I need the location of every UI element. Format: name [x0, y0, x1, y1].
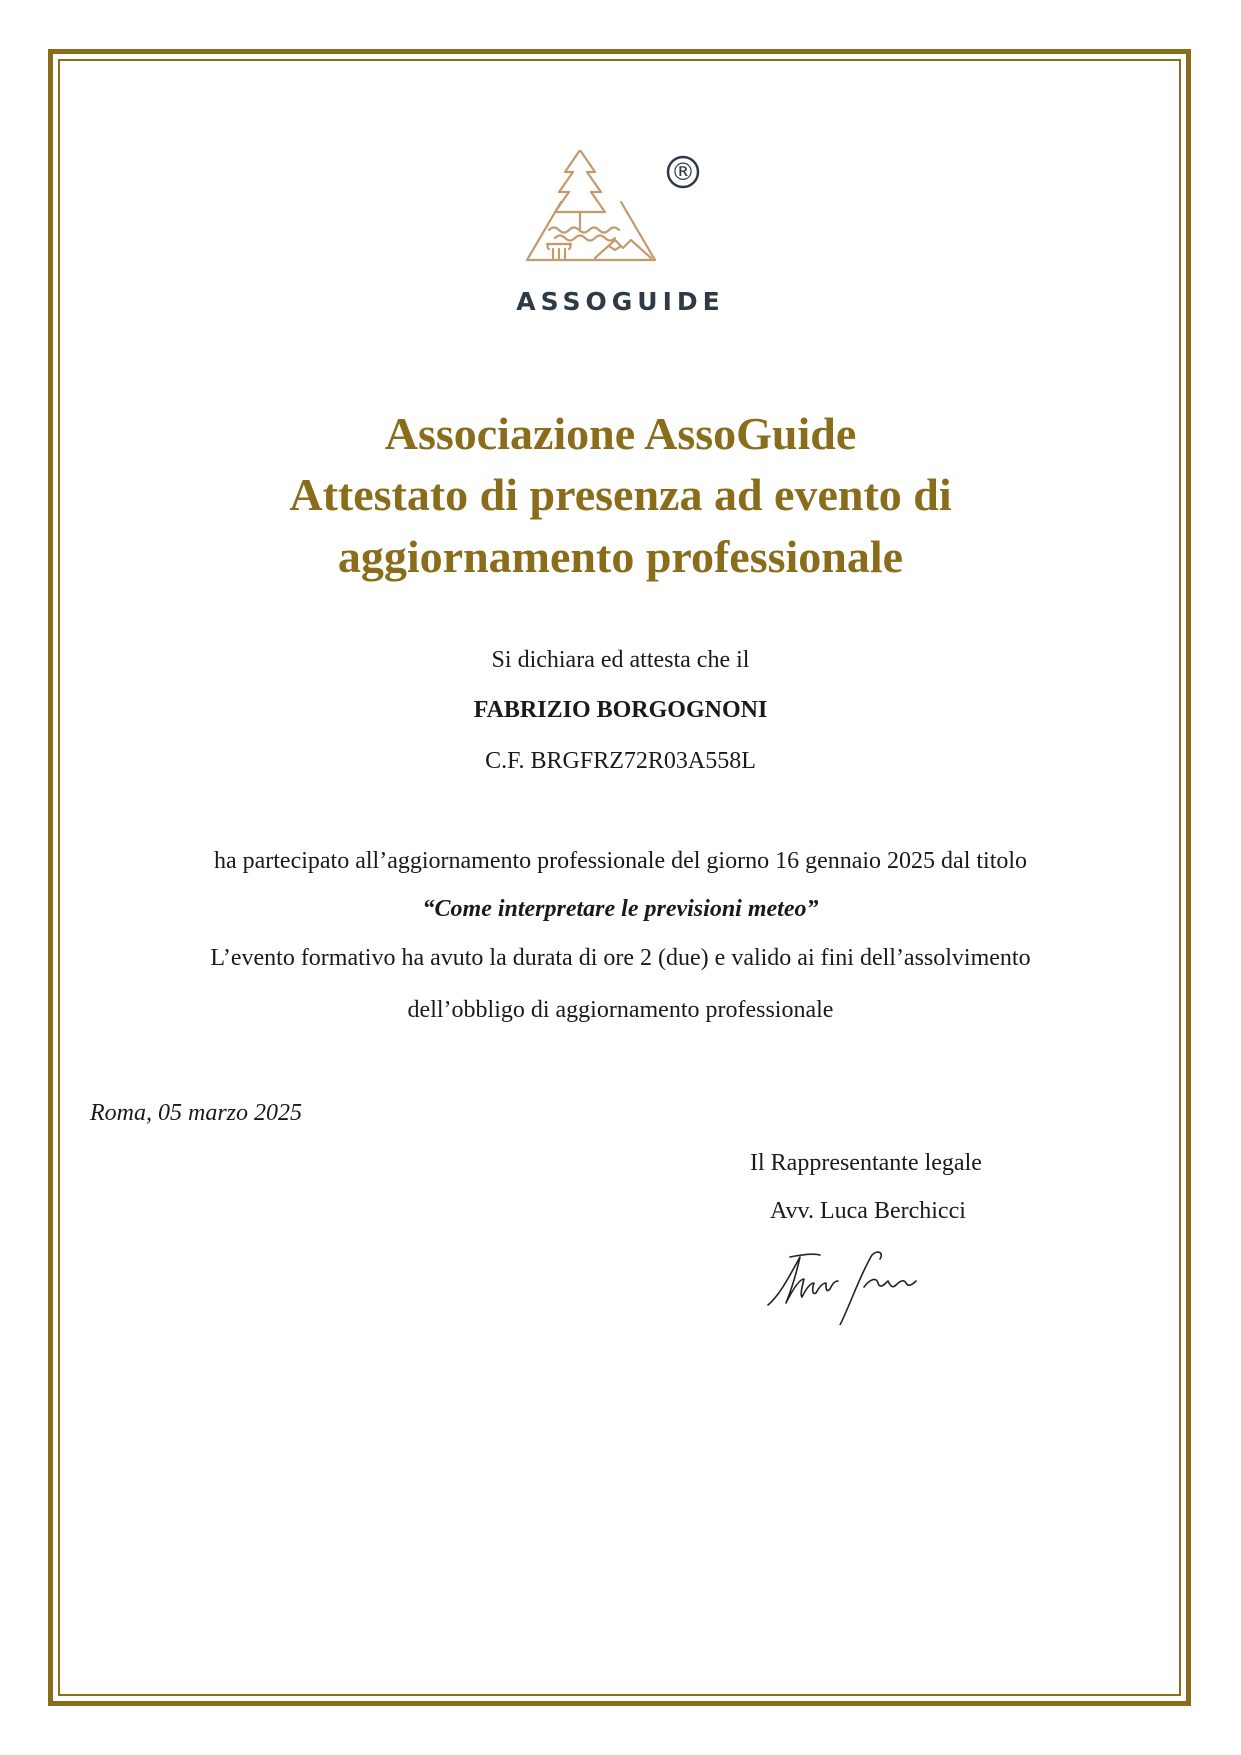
- title-line-3: aggiornamento professionale: [337, 531, 904, 582]
- signer-name: Avv. Luca Berchicci: [770, 1198, 966, 1224]
- participant-name: FABRIZIO BORGOGNONI: [473, 697, 768, 723]
- title-line-2: Attestato di presenza ad evento di: [289, 469, 952, 520]
- brand-name: ASSOGUIDE: [516, 287, 725, 316]
- assoguide-logo-icon: [525, 150, 715, 285]
- declaration-text: Si dichiara ed attesta che il: [491, 647, 750, 673]
- duration-text-line-1: L’evento formativo ha avuto la durata di ore 2 (due) e valido ai fini dell’assolvimento: [210, 945, 1031, 971]
- signature-icon: [760, 1245, 935, 1325]
- participation-text: ha partecipato all’aggiornamento professionale del giorno 16 gennaio 2025 dal titolo: [213, 848, 1028, 874]
- duration-text-line-2: dell’obbligo di aggiornamento professionale: [407, 997, 834, 1023]
- tax-code: C.F. BRGFRZ72R03A558L: [485, 748, 756, 774]
- registered-mark: ®: [671, 158, 695, 186]
- event-title: “Come interpretare le previsioni meteo”: [422, 896, 819, 922]
- place-date: Roma, 05 marzo 2025: [90, 1100, 303, 1126]
- title-line-1: Associazione AssoGuide: [384, 408, 857, 459]
- signer-role: Il Rappresentante legale: [750, 1150, 982, 1176]
